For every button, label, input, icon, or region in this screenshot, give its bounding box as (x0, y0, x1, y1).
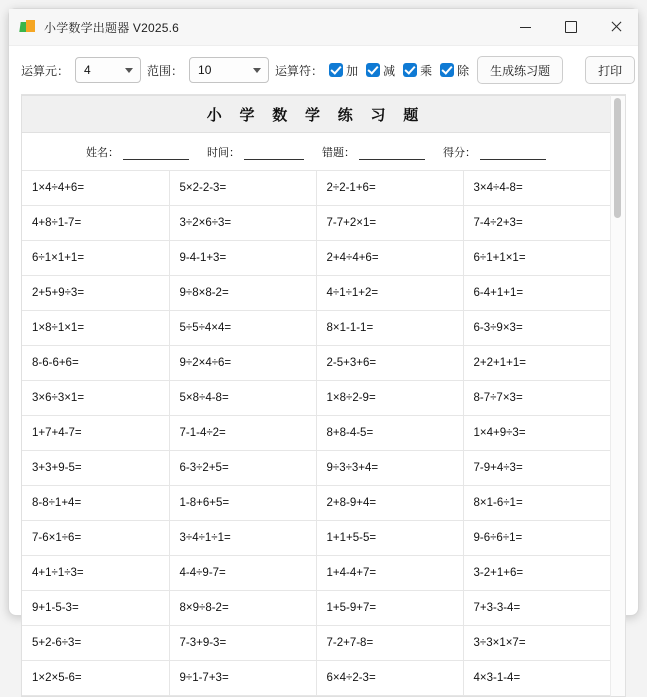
problem-cell: 9÷3÷3+4= (316, 451, 463, 486)
problem-cell: 2-5+3+6= (316, 346, 463, 381)
problem-cell: 4÷1÷1+2= (316, 276, 463, 311)
problem-cell: 9-6÷6÷1= (463, 521, 610, 556)
problem-cell: 7-3+9-3= (169, 626, 316, 661)
range-label: 范围： (147, 63, 184, 78)
info-time-label: 时间： (207, 146, 240, 159)
problem-cell: 1×2×5-6= (22, 661, 169, 696)
problem-cell: 3+3+9-5= (22, 451, 169, 486)
problem-cell: 8×1-1-1= (316, 311, 463, 346)
problem-cell: 4×3-1-4= (463, 661, 610, 696)
table-row (22, 311, 610, 346)
table-row (22, 276, 610, 311)
problem-cell: 1×4+9÷3= (463, 416, 610, 451)
range-value: 10 (198, 63, 212, 77)
info-wrong-blank (359, 148, 425, 160)
problem-cell: 7-2+7-8= (316, 626, 463, 661)
problem-cell: 7-4÷2+3= (463, 206, 610, 241)
table-row (22, 171, 610, 206)
problem-cell: 5×8÷4-8= (169, 381, 316, 416)
problem-cell: 2+5+9÷3= (22, 276, 169, 311)
window-title: 小学数学出题器 V2025.6 (44, 20, 180, 35)
checkbox-checked-icon (329, 63, 343, 77)
problem-cell: 4+8÷1-7= (22, 206, 169, 241)
problem-cell: 1×8÷1×1= (22, 311, 169, 346)
problem-cell: 3÷4÷1÷1= (169, 521, 316, 556)
problem-cell: 5×2-2-3= (169, 171, 316, 206)
problem-cell: 8×9÷8-2= (169, 591, 316, 626)
table-row (22, 451, 610, 486)
problem-cell: 8-6-6+6= (22, 346, 169, 381)
info-name-label: 姓名： (86, 146, 119, 159)
checkbox-checked-icon (403, 63, 417, 77)
problem-cell: 6-3÷2+5= (169, 451, 316, 486)
window-controls (503, 9, 638, 45)
worksheet-info-row (22, 133, 610, 171)
problem-cell: 2+2+1+1= (463, 346, 610, 381)
problem-cell: 7-6×1÷6= (22, 521, 169, 556)
problem-cell: 1-8+6+5= (169, 486, 316, 521)
operand-count-value: 4 (84, 63, 91, 77)
problem-cell: 8-8÷1+4= (22, 486, 169, 521)
problem-cell: 9÷2×4÷6= (169, 346, 316, 381)
worksheet-area (21, 94, 626, 697)
operand-count-select[interactable] (75, 57, 141, 83)
info-name-blank (123, 148, 189, 160)
info-score-blank (480, 148, 546, 160)
problem-cell: 1+5-9+7= (316, 591, 463, 626)
chevron-down-icon (125, 68, 133, 73)
problem-cell: 9-4-1+3= (169, 241, 316, 276)
generate-button[interactable]: 生成练习题 (477, 56, 563, 84)
table-row (22, 346, 610, 381)
problem-cell: 2+8-9+4= (316, 486, 463, 521)
problem-cell: 9÷8×8-2= (169, 276, 316, 311)
close-icon (610, 21, 622, 33)
problem-cell: 1+4-4+7= (316, 556, 463, 591)
operator-label-add: 加 (346, 63, 359, 78)
operator-label-divide: 除 (457, 63, 470, 78)
table-row (22, 206, 610, 241)
problem-cell: 6÷1×1+1= (22, 241, 169, 276)
table-row (22, 661, 610, 696)
table-row (22, 486, 610, 521)
problem-cell: 9÷1-7+3= (169, 661, 316, 696)
app-logo-icon (20, 19, 36, 35)
checkbox-checked-icon (440, 63, 454, 77)
table-row (22, 416, 610, 451)
table-row (22, 556, 610, 591)
table-row (22, 241, 610, 276)
worksheet-header (22, 96, 610, 133)
maximize-button[interactable] (548, 9, 593, 45)
problem-cell: 1×8÷2-9= (316, 381, 463, 416)
worksheet-scrollbar[interactable] (610, 95, 626, 697)
problem-cell: 6-4+1+1= (463, 276, 610, 311)
problem-cell: 6×4÷2-3= (316, 661, 463, 696)
problem-cell: 4+1÷1÷3= (22, 556, 169, 591)
checkbox-checked-icon (366, 63, 380, 77)
problem-cell: 1×4÷4+6= (22, 171, 169, 206)
chevron-down-icon (253, 68, 261, 73)
operator-label-subtract: 减 (383, 63, 396, 78)
problem-cell: 8-7÷7×3= (463, 381, 610, 416)
info-score (443, 144, 546, 160)
problem-cell: 7+3-3-4= (463, 591, 610, 626)
print-button[interactable]: 打印 (585, 56, 635, 84)
problem-cell: 7-7+2×1= (316, 206, 463, 241)
scrollbar-thumb[interactable] (614, 98, 621, 218)
problem-cell: 5÷5÷4×4= (169, 311, 316, 346)
info-time-blank (244, 148, 304, 160)
problem-cell: 6÷1+1×1= (463, 241, 610, 276)
toolbar (9, 46, 638, 94)
problem-cell: 3÷3×1×7= (463, 626, 610, 661)
problem-cell: 3-2+1+6= (463, 556, 610, 591)
operator-checkbox-divide[interactable] (440, 62, 469, 79)
app-window (8, 8, 639, 684)
operators-label: 运算符： (275, 63, 324, 78)
worksheet-title: 小 学 数 学 练 习 题 (206, 107, 426, 124)
problem-cell: 3×6÷3×1= (22, 381, 169, 416)
title-bar (9, 9, 638, 46)
problems-body (22, 171, 610, 696)
problem-cell: 5+2-6÷3= (22, 626, 169, 661)
problems-table (22, 171, 610, 696)
problem-cell: 1+1+5-5= (316, 521, 463, 556)
minimize-button[interactable] (503, 9, 548, 45)
table-row (22, 626, 610, 661)
info-name (86, 144, 189, 160)
problem-cell: 1+7+4-7= (22, 416, 169, 451)
problem-cell: 3÷2×6÷3= (169, 206, 316, 241)
info-score-label: 得分： (443, 146, 476, 159)
problem-cell: 7-9+4÷3= (463, 451, 610, 486)
operator-checkbox-add[interactable] (329, 62, 358, 79)
range-select[interactable] (189, 57, 269, 83)
problem-cell: 8×1-6÷1= (463, 486, 610, 521)
info-wrong-label: 错题： (322, 146, 355, 159)
problem-cell: 2÷2-1+6= (316, 171, 463, 206)
operator-checkbox-subtract[interactable] (366, 62, 395, 79)
info-time (207, 144, 304, 160)
table-row (22, 591, 610, 626)
close-button[interactable] (593, 9, 638, 45)
problem-cell: 3×4÷4-8= (463, 171, 610, 206)
problem-cell: 6-3÷9×3= (463, 311, 610, 346)
problem-cell: 9+1-5-3= (22, 591, 169, 626)
info-wrong (322, 144, 425, 160)
problem-cell: 2+4÷4+6= (316, 241, 463, 276)
minimize-icon (520, 27, 531, 28)
maximize-icon (565, 21, 577, 33)
table-row (22, 381, 610, 416)
problem-cell: 4-4÷9-7= (169, 556, 316, 591)
problem-cell: 8+8-4-5= (316, 416, 463, 451)
operator-checkbox-multiply[interactable] (403, 62, 432, 79)
operand-count-label: 运算元： (21, 63, 70, 78)
worksheet (21, 95, 610, 697)
operator-label-multiply: 乘 (420, 63, 433, 78)
problem-cell: 7-1-4÷2= (169, 416, 316, 451)
table-row (22, 521, 610, 556)
